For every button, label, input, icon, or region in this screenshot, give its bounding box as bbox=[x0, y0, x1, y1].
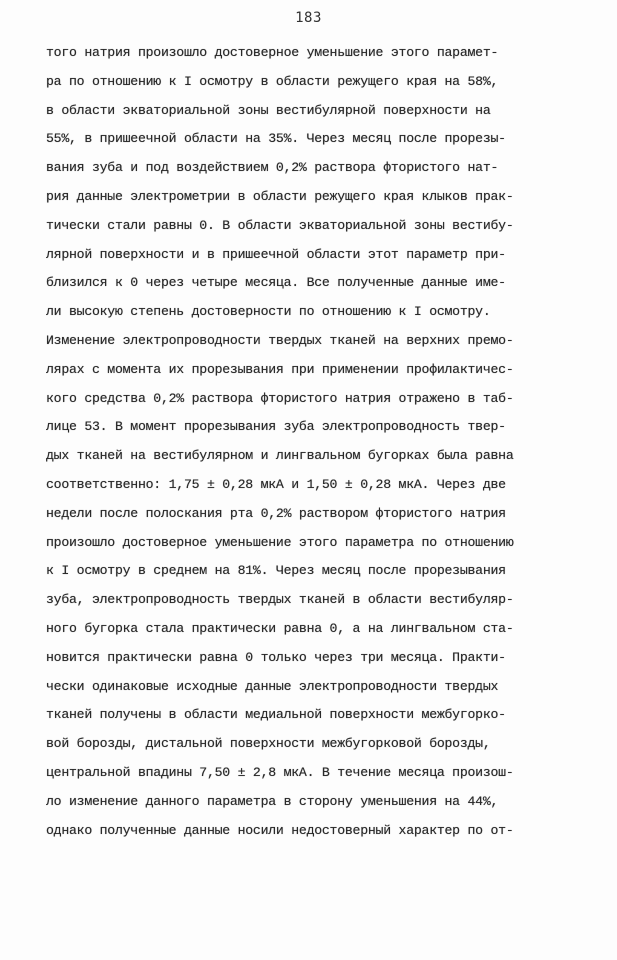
text-line: лице 53. В момент прорезывания зуба электропроводность твер- bbox=[46, 419, 506, 435]
text-line: тканей получены в области медиальной поверхности межбугорко- bbox=[46, 707, 506, 723]
text-line: ра по отношению к I осмотру в области режущего края на 58%, bbox=[46, 73, 499, 89]
text-line: вой борозды, дистальной поверхности межбугорковой борозды, bbox=[46, 736, 491, 752]
text-line: недели после полоскания рта 0,2% раствором фтористого натрия bbox=[46, 505, 506, 521]
text-line: близился к 0 через четыре месяца. Все полученные данные име- bbox=[46, 275, 506, 291]
text-line: чески одинаковые исходные данные электропроводности твердых bbox=[46, 678, 499, 694]
text-line: однако полученные данные носили недостоверный характер по от- bbox=[46, 822, 514, 838]
text-line: ного бугорка стала практически равна 0, а на лингвальном ста- bbox=[46, 620, 514, 636]
page-number: 183 bbox=[295, 10, 322, 26]
text-line: ли высокую степень достоверности по отношению к I осмотру. bbox=[46, 304, 491, 320]
text-line: дых тканей на вестибулярном и лингвальном бугорках была равна bbox=[46, 448, 514, 464]
text-line: лярах с момента их прорезывания при применении профилактичес- bbox=[46, 361, 514, 377]
text-line: в области экваториальной зоны вестибулярной поверхности на bbox=[46, 102, 491, 118]
text-line: 55%, в пришеечной области на 35%. Через месяц после прорезы- bbox=[46, 131, 506, 147]
text-line: кого средства 0,2% раствора фтористого натрия отражено в таб- bbox=[46, 390, 514, 406]
text-line: ло изменение данного параметра в сторону уменьшения на 44%, bbox=[46, 793, 499, 809]
body-text bbox=[46, 39, 594, 845]
text-line: Изменение электропроводности твердых тканей на верхних премо- bbox=[46, 332, 514, 348]
text-line: произошло достоверное уменьшение этого параметра по отношению bbox=[46, 534, 514, 550]
text-line: того натрия произошло достоверное уменьшение этого парамет- bbox=[46, 45, 499, 60]
text-line: рия данные электрометрии в области режущего края клыков прак- bbox=[46, 188, 514, 204]
text-line: тически стали равны 0. В области экваториальной зоны вестибу- bbox=[46, 217, 514, 233]
text-line: лярной поверхности и в пришеечной области этот параметр при- bbox=[46, 246, 506, 262]
text-line: соответственно: 1,75 ± 0,28 мкА и 1,50 ± 0,28 мкА. Через две bbox=[46, 476, 506, 492]
text-line: зуба, электропроводность твердых тканей в области вестибуляр- bbox=[46, 592, 514, 608]
text-line: вания зуба и под воздействием 0,2% раствора фтористого нат- bbox=[46, 160, 499, 176]
text-line: новится практически равна 0 только через три месяца. Практи- bbox=[46, 649, 506, 665]
text-line: центральной впадины 7,50 ± 2,8 мкА. В течение месяца произош- bbox=[46, 764, 514, 780]
text-line: к I осмотру в среднем на 81%. Через месяц после прорезывания bbox=[46, 563, 506, 579]
